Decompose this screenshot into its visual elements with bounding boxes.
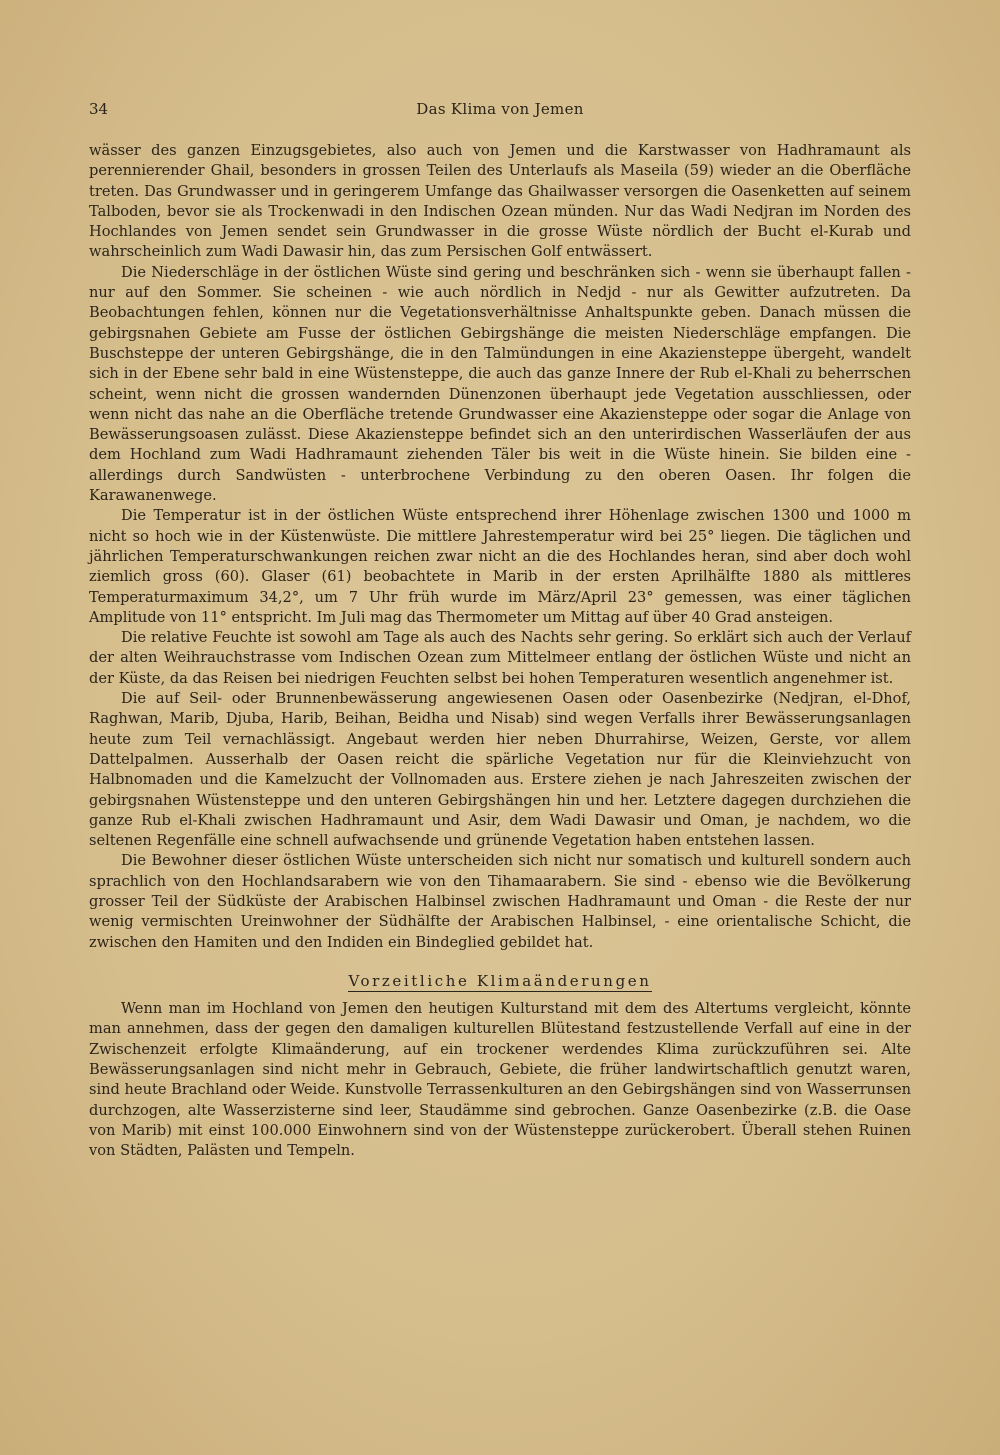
page-header (89, 100, 911, 122)
paragraph-climate-change: Wenn man im Hochland von Jemen den heutigen Kulturstand mit dem des Altertums vergleicht, könnte man annehmen, dass der gegen den damaligen kulturellen Blütestand festzustellende Verfall auf eine in der Zwischenzeit erfolgte Klimaänderung, auf ein trockener werdendes Klima zurückzuführen sei. Alte Bewässerungsanlagen sind nicht mehr in Gebrauch, Gebiete, die früher landwirtschaftlich genutzt waren, sind heute Brachland oder Weide. Kunstvolle Terrassenkulturen an den Gebirgshängen sind von Wasserrunsen durchzogen, alte Wasserzisterne sind leer, Staudämme sind gebrochen. Ganze Oasenbezirke (z.B. die Oase von Marib) mit einst 100.000 Einwohnern sind von der Wüstensteppe zurückerobert. Überall stehen Ruinen von Städten, Palästen und Tempeln. (89, 1000, 911, 1160)
section-heading-text: Vorzeitliche Klimaänderungen (348, 971, 652, 990)
body-text (89, 141, 911, 1162)
paragraph-continuation: wässer des ganzen Einzugsgebietes, also auch von Jemen und die Karstwasser von Hadhramaunt als perennierender Ghail, besonders in grossen Teilen des Unterlaufs als Maseila (59) wieder an die Oberfläche treten. Das Grundwasser und in geringerem Umfange das Ghailwasser versorgen die Oasenketten auf seinem Talboden, bevor sie als Trockenwadi in den Indischen Ozean münden. Nur das Wadi Nedjran im Norden des Hochlandes von Jemen sendet sein Grundwasser in die grosse Wüste nördlich der Bucht el-Kurab und wahrscheinlich zum Wadi Dawasir hin, das zum Persischen Golf entwässert. (89, 142, 911, 261)
running-title: Das Klima von Jemen (416, 100, 584, 118)
section-heading (89, 971, 911, 991)
paragraph-oases: Die auf Seil- oder Brunnenbewässerung angewiesenen Oasen oder Oasenbezirke (Nedjran, el-Dhof, Raghwan, Marib, Djuba, Harib, Beihan, Beidha und Nisab) sind wegen Verfalls ihrer Bewässerungsanlagen heute zum Teil vernachlässigt. Angebaut werden hier neben Dhurrahirse, Weizen, Gerste, vor allem Dattelpalmen. Ausserhalb der Oasen reicht die spärliche Vegetation nur für die Kleinviehzucht von Halbnomaden und die Kamelzucht der Vollnomaden aus. Erstere ziehen je nach Jahreszeiten zwischen der gebirgsnahen Wüstensteppe und den unteren Gebirgshängen hin und her. Letztere dagegen durchziehen die ganze Rub el-Khali zwischen Hadhramaunt und Asir, dem Wadi Dawasir und Oman, je nachdem, wo die seltenen Regenfälle eine schnell aufwachsende und grünende Vegetation haben entstehen lassen. (89, 690, 911, 850)
paragraph-inhabitants: Die Bewohner dieser östlichen Wüste unterscheiden sich nicht nur somatisch und kulturell sondern auch sprachlich von den Hochlandsarabern wie von den Tihamaarabern. Sie sind - ebenso wie die Bevölkerung grosser Teil der Südküste der Arabischen Halbinsel zwischen Hadhramaunt und Oman - die Reste der nur wenig vermischten Ureinwohner der Südhälfte der Arabischen Halbinsel, - eine orientalische Schicht, die zwischen den Hamiten und den Indiden ein Bindeglied gebildet hat. (89, 852, 911, 951)
paragraph-precipitation: Die Niederschläge in der östlichen Wüste sind gering und beschränken sich - wenn sie überhaupt fallen - nur auf den Sommer. Sie scheinen - wie auch nördlich in Nedjd - nur als Gewitter aufzutreten. Da Beobachtungen fehlen, können nur die Vegetationsverhältnisse Anhaltspunkte geben. Danach müssen die gebirgsnahen Gebiete am Fusse der östlichen Gebirgshänge die meisten Niederschläge empfangen. Die Buschsteppe der unteren Gebirgshänge, die in den Talmündungen in eine Akaziensteppe übergeht, wandelt sich in der Ebene sehr bald in eine Wüstensteppe, die auch das ganze Innere der Rub el-Khali zu beherrschen scheint, wenn nicht die grossen wandernden Dünenzonen überhaupt jede Vegetation ausschliessen, oder wenn nicht das nahe an die Oberfläche tretende Grundwasser eine Akaziensteppe oder sogar die Anlage von Bewässerungsoasen zulässt. Diese Akaziensteppe befindet sich an den unterirdischen Wasserläufen der aus dem Hochland zum Wadi Hadhramaunt ziehenden Täler bis weit in die Wüste hinein. Sie bilden eine - allerdings durch Sandwüsten - unterbrochene Verbindung zu den oberen Oasen. Ihr folgen die Karawanenwege. (89, 263, 911, 505)
page-number: 34 (89, 100, 109, 118)
paragraph-temperature: Die Temperatur ist in der östlichen Wüste entsprechend ihrer Höhenlage zwischen 1300 und 1000 m nicht so hoch wie in der Küstenwüste. Die mittlere Jahrestemperatur wird bei 25° liegen. Die täglichen und jährlichen Temperaturschwankungen reichen zwar nicht an die des Hochlandes heran, sind aber doch wohl ziemlich gross (60). Glaser (61) beobachtete in Marib in der ersten Aprilhälfte 1880 als mittleres Temperaturmaximum 34,2°, um 7 Uhr früh wurde im März/April 23° gemessen, was einer täglichen Amplitude von 11° entspricht. Im Juli mag das Thermometer um Mittag auf über 40 Grad ansteigen. (89, 507, 911, 626)
paragraph-humidity: Die relative Feuchte ist sowohl am Tage als auch des Nachts sehr gering. So erklärt sich auch der Verlauf der alten Weihrauchstrasse vom Indischen Ozean zum Mittelmeer entlang der östlichen Wüste und nicht an der Küste, da das Reisen bei niedrigen Feuchten selbst bei hohen Temperaturen wesentlich angenehmer ist. (89, 629, 911, 687)
